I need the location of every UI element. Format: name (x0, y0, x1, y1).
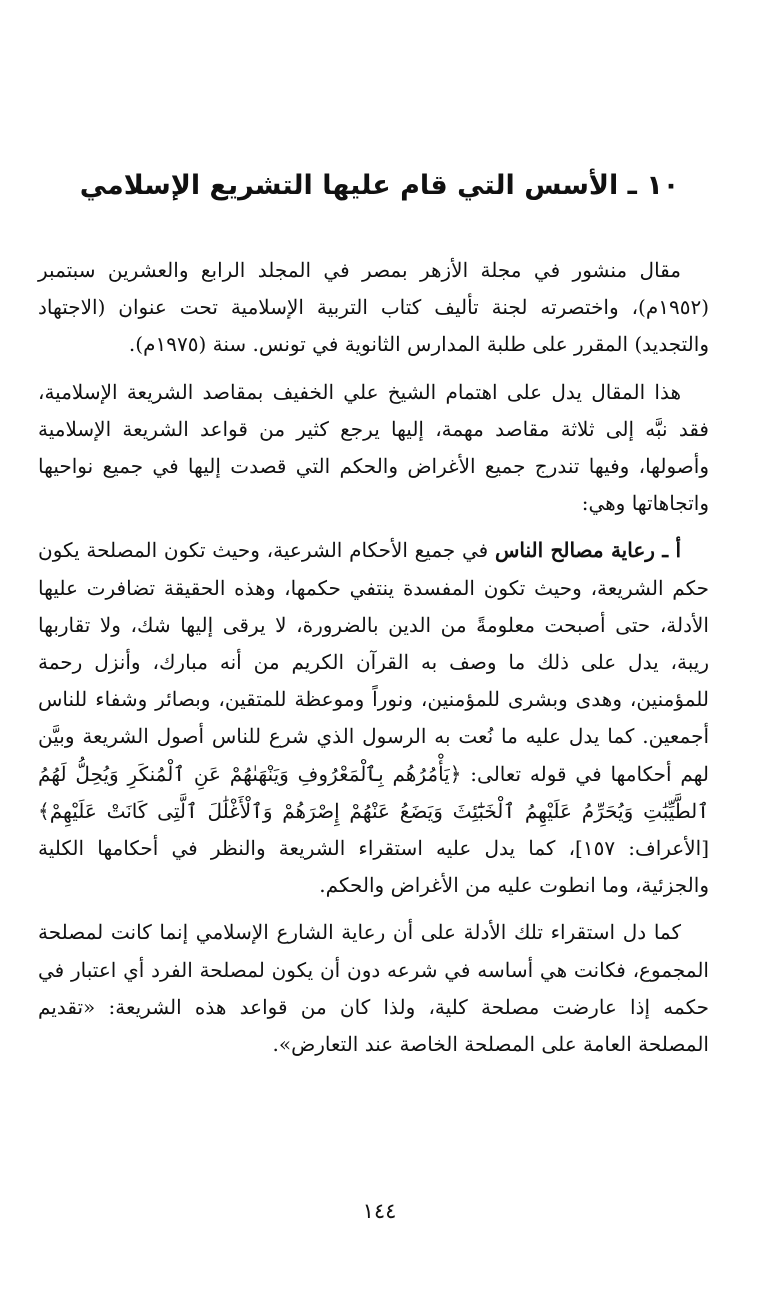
paragraph-maslaha-text-end: [الأعراف: ١٥٧]، كما يدل عليه استقراء الشريعة والنظر في أحكامها الكلية والجزئية، وما انطوت عليه من الأغراض والحكم. (38, 836, 709, 898)
body-text (38, 252, 709, 1063)
chapter-title: ١٠ ـ الأسس التي قام عليها التشريع الإسلامي (79, 170, 680, 201)
quran-verse: ﴿يَأْمُرُهُم بِٱلْمَعْرُوفِ وَيَنْهَىٰهُمْ عَنِ ٱلْمُنكَرِ وَيُحِلُّ لَهُمُ ٱلطَّيِّبَٰتِ وَيُحَرِّمُ عَلَيْهِمُ ٱلْخَبَٰٓئِثَ وَيَضَعُ عَنْهُمْ إِصْرَهُمْ وَٱلْأَغْلَٰلَ ٱلَّتِى كَانَتْ عَلَيْهِمْ﴾ (38, 761, 709, 823)
paragraph-intro: هذا المقال يدل على اهتمام الشيخ علي الخفيف بمقاصد الشريعة الإسلامية، فقد نبَّه إلى ثلاثة مقاصد مهمة، إليها يرجع كثير من قواعد الشريعة الإسلامية وأصولها، وفيها تندرج جميع الأغراض والحكم التي قصدت إليها في جميع نواحيها واتجاهاتها وهي: (38, 379, 709, 516)
paragraph-public-interest: كما دل استقراء تلك الأدلة على أن رعاية الشارع الإسلامي إنما كانت لمصلحة المجموع، فكانت هي أساسه في شرعه دون أن يكون لمصلحة الفرد أي اعتبار في حكمه إذا عارضت مصلحة كلية، ولذا كان من قواعد هذه الشريعة: «تقديم المصلحة العامة على المصلحة الخاصة عند التعارض». (38, 920, 709, 1057)
paragraph-source: مقال منشور في مجلة الأزهر بمصر في المجلد الرابع والعشرين سبتمبر (١٩٥٢م)، واختصرته لجنة تأليف كتاب التربية الإسلامية تحت عنوان (الاجتهاد والتجديد) المقرر على طلبة المدارس الثانوية في تونس. سنة (١٩٧٥م). (38, 258, 709, 357)
page-number: ١٤٤ (362, 1199, 397, 1223)
section-lead: أ ـ رعاية مصالح الناس (494, 538, 681, 563)
paragraph-maslaha-text: في جميع الأحكام الشرعية، وحيث تكون المصلحة يكون حكم الشريعة، وحيث تكون المفسدة ينتفي حكمها، وهذه الحقيقة تضافرت عليها الأدلة، حتى أصبحت معلومةً من الدين بالضرورة، لا يرقى إليها شك، ولا تقاربها ريبة، يدل على ذلك ما وصف به القرآن الكريم من أنه مبارك، وأنزل رحمة للمؤمنين، وهدى وبشرى للمؤمنين، ونوراً وموعظة للمتقين، وبصائر وشفاء للناس أجمعين. كما يدل عليه ما نُعت به الرسول الذي شرع للناس أصول الشريعة وبيَّن لهم أحكامها في قوله تعالى: (38, 538, 709, 786)
paragraph-maslaha (38, 532, 709, 904)
